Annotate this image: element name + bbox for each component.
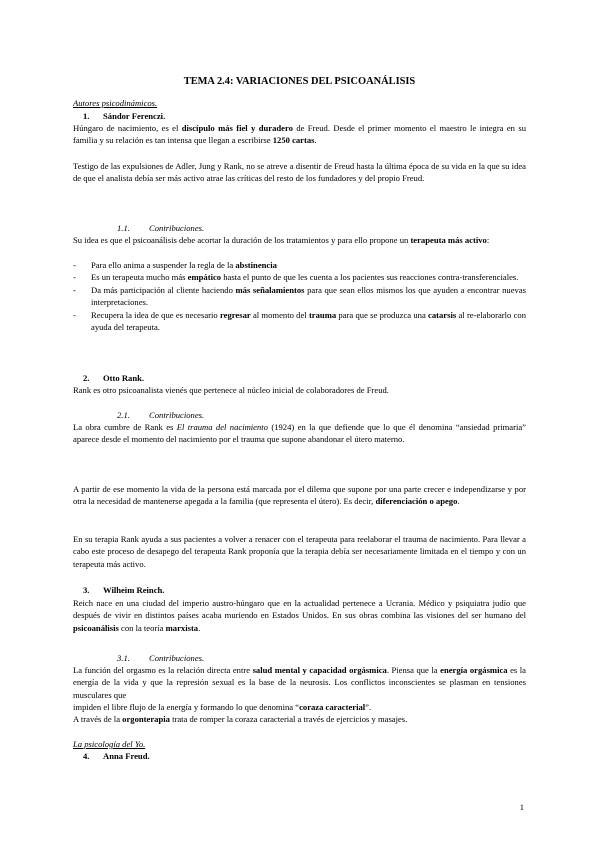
heading-rank: 2. Otto Rank.: [83, 373, 145, 383]
paragraph-rank-dilema: A partir de ese momento la vida de la persona está marcada por el dilema que supone por una parte crecer e independizarse y por otra la necesidad de mantenerse apegada a la familia (que representa el útero). Es decir, diferenciación o apego.: [73, 484, 526, 507]
paragraph-ferenczi-testigo: Testigo de las expulsiones de Adler, Jung y Rank, no se atreve a disentir de Freud hasta la última época de su vida en la que su idea de que el analista debía ser más activo atrae las críticas del resto de los fundadores y del propio Freud.: [73, 161, 526, 184]
page-number: 1: [519, 802, 524, 812]
paragraph-reich-orgasmo: La función del orgasmo es la relación directa entre salud mental y capacidad orgásmica. Piensa que la energía orgásmica es la energía de la vida y que la represión sexual es la base de la neurosis. Los conflictos inconscientes se plasman en tensiones musculares que: [73, 665, 526, 700]
paragraph-rank-terapia: En su terapia Rank ayuda a sus pacientes a volver a renacer con el terapeuta para reelaborar el trauma de nacimiento. Para llevar a cabo este proceso de desapego del terapeuta Rank proponía que la terapia debía ser necesariamente limitada en el tiempo y con un terapeuta más activo.: [73, 534, 526, 569]
paragraph-ferenczi-intro: Húngaro de nacimiento, es el discípulo más fiel y duradero de Freud. Desde el primer momento el maestro le integra en su familia y su relación es tan intensa que llegan a escribirse 1250 cartas.: [73, 123, 526, 146]
paragraph-rank-intro: Rank es otro psicoanalista vienés que pertenece al núcleo inicial de colaboradores de Freud.: [73, 385, 389, 395]
paragraph-reich-orgonterapia: A través de la orgonterapia trata de romper la coraza caracterial a través de ejercicios y masajes.: [73, 714, 408, 724]
paragraph-rank-obra: La obra cumbre de Rank es El trauma del nacimiento (1924) en la que defiende que lo que él denomina “ansiedad primaria” aparece desde el momento del nacimiento por el trauma que supone abandonar el útero materno.: [73, 422, 526, 445]
paragraph-reich-coraza: impiden el libre flujo de la energía y formando lo que denomina “coraza caracterial”.: [73, 702, 372, 712]
list-item: - Da más participación al cliente haciendo más señalamientos para que sean ellos mismos los que ayuden a encontrar nuevas interpretaciones.: [73, 284, 526, 309]
subheading-reich-contribuciones: 3.1. Contribuciones.: [117, 653, 205, 663]
page-title: TEMA 2.4: VARIACIONES DEL PSICOANÁLISIS: [183, 76, 416, 87]
paragraph-ferenczi-idea: Su idea es que el psicoanálisis debe acortar la duración de los tratamientos y para ello propone un terapeuta más activo:: [73, 235, 490, 245]
heading-reich: 3. Wilheim Reinch.: [83, 585, 165, 595]
section-heading-autores: Autores psicodinámicos.: [73, 98, 158, 108]
section-heading-yo: La psicología del Yo.: [73, 739, 146, 749]
heading-anna-freud: 4. Anna Freud.: [83, 751, 150, 761]
ferenczi-contribution-list: [73, 259, 526, 333]
subheading-ferenczi-contribuciones: 1.1. Contribuciones.: [117, 223, 205, 233]
subheading-rank-contribuciones: 2.1. Contribuciones.: [117, 410, 205, 420]
list-item: - Recupera la idea de que es necesario regresar al momento del trauma para que se produzca una catarsis al re-elaborarlo con ayuda del terapeuta.: [73, 309, 526, 334]
list-item: - Para ello anima a suspender la regla de la abstinencia: [73, 259, 526, 271]
paragraph-reich-intro: Reich nace en una ciudad del imperio austro-húngaro que en la actualidad pertenece a Ucrania. Médico y psiquiatra judío que después de vivir en distintos países acaba muriendo en Estados Unidos. En sus obras combina las visiones del ser humano del psicoanálisis con la teoría marxista.: [73, 598, 526, 633]
list-item: - Es un terapeuta mucho más empático hasta el punto de que les cuenta a los pacientes sus reacciones contra-transferenciales.: [73, 271, 526, 283]
heading-ferenczi: 1. Sándor Ferenczi.: [83, 111, 166, 121]
